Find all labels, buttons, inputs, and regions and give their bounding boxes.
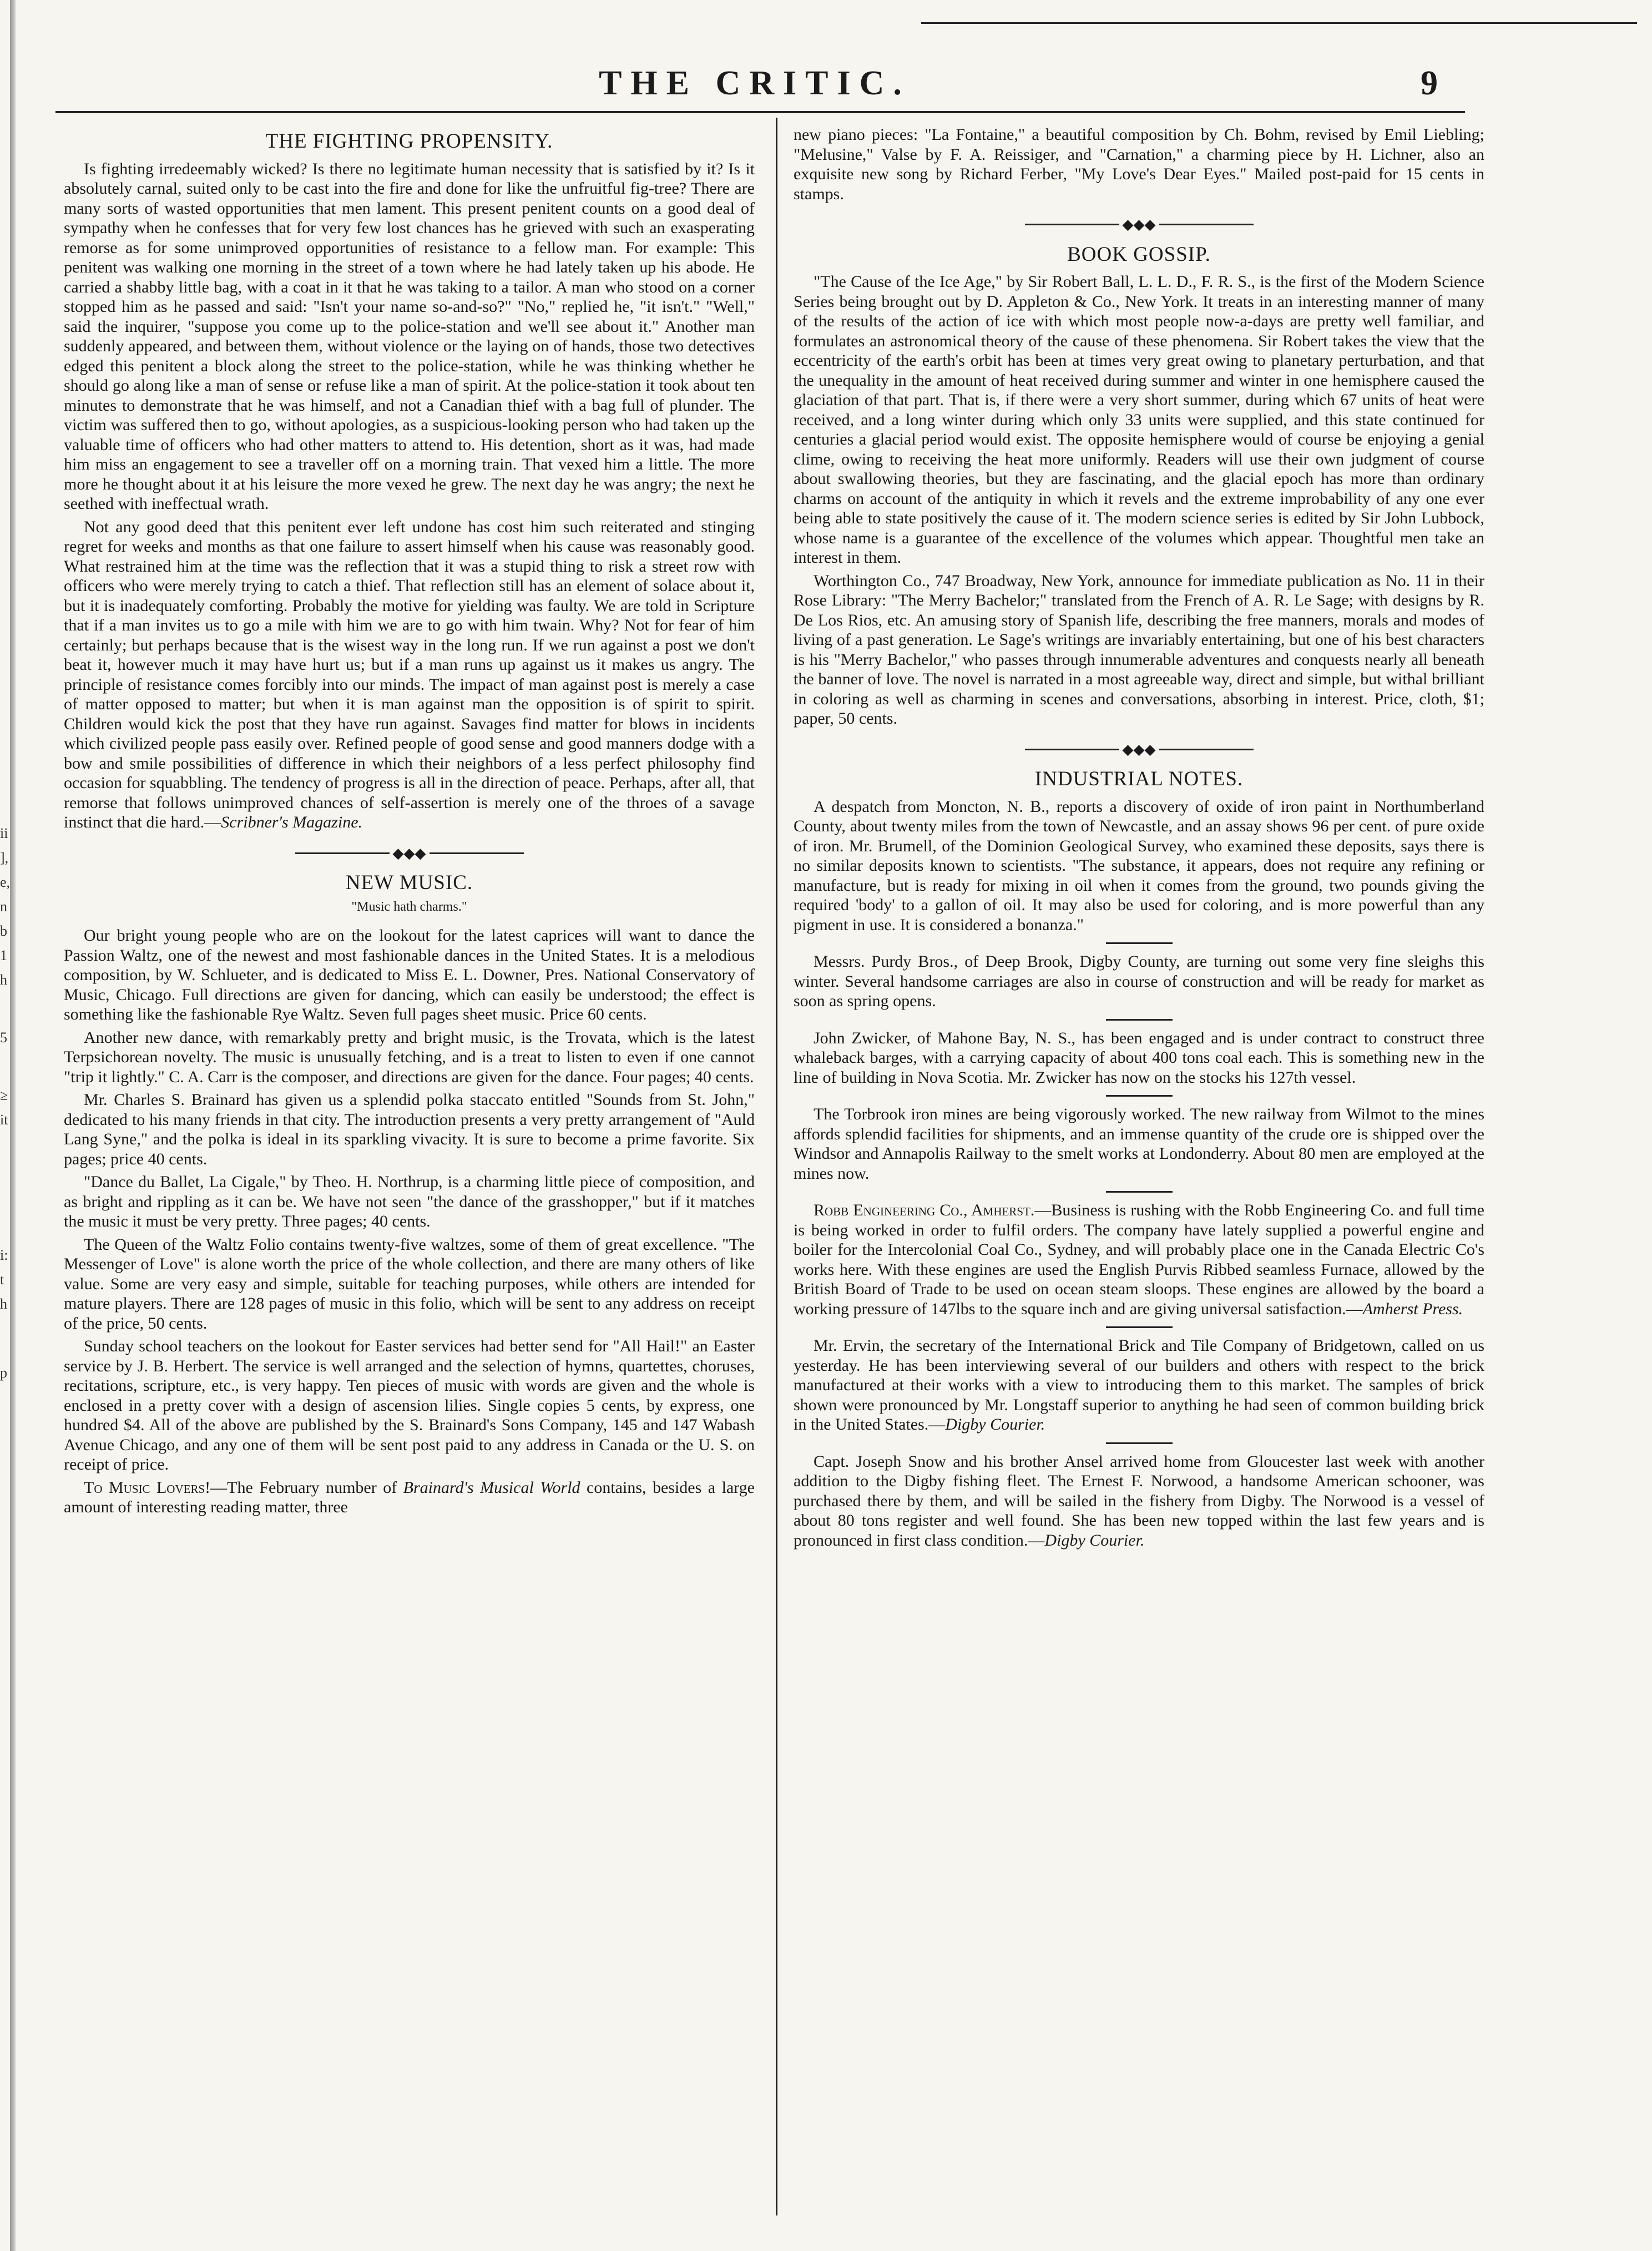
industrial-note	[794, 952, 1484, 1011]
paragraph-text: contains, besides a large amount of interesting reading matter, three	[64, 1478, 755, 1516]
note-separator	[1106, 942, 1173, 944]
article-paragraph: "Dance du Ballet, La Cigale," by Theo. H. Northrup, is a charming little piece of composition, and as bright and rippling as it can be. We have not seen "the dance of the grasshopper," but if it matches the music it must be very pretty. Three pages; 40 cents.	[64, 1173, 755, 1230]
article-paragraph: "The Cause of the Ice Age," by Sir Robert Ball, L. L. D., F. R. S., is the first of the Modern Science Series being brought out by D. Appleton & Co., New York. It treats in an interesting manner of many of the results of the action of ice with which most people now-a-days are pretty well familiar, and formulates an astronomical theory of the cause of these phenomena. Sir Robert takes the view that the eccentricity of the earth's orbit has been at times very great owing to planetary perturbation, and that the unequality in the amount of heat received during summer and winter in one hemisphere caused the glaciation of that part. That is, if there were a very short summer, during which 67 units of heat were received, and a long winter during which only 33 units were supplied, and this state continued for centuries a glacial period would exist. The opposite hemisphere would of course be enjoying a genial clime, owing to receiving the heat more uniformly. Readers will use their own judgment of course about swallowing theories, but they are fascinating, and the glacial epoch has more than ordinary charms on account of the antiquity in which it revels and the extreme improbability of any one ever being able to state positively the cause of it. The modern science series is edited by Sir John Lubbock, whose name is a guarantee of the excellence of the volumes which appear. Thoughtful men take an interest in them.	[794, 272, 1484, 567]
article-heading: NEW MUSIC.	[345, 871, 473, 894]
article-paragraph: Another new dance, with remarkably pretty and bright music, is the Trovata, which is the latest Terpsichorean novelty. The music is unusually fetching, and is a treat to listen to even if one cannot "trip it lightly." C. A. Carr is the composer, and directions are given for the dance. Four pages; 40 cents.	[64, 1028, 755, 1086]
source-credit: Digby Courier.	[1044, 1531, 1145, 1550]
column-divider	[776, 118, 777, 2215]
margin-marks	[0, 821, 44, 1385]
margin-mark: ≥	[0, 1087, 8, 1103]
source-credit: Scribner's Magazine.	[221, 813, 363, 831]
section-separator: ◆◆◆	[794, 215, 1484, 235]
note-separator	[1106, 1326, 1173, 1328]
left-column	[64, 125, 755, 2228]
masthead-title: THE CRITIC.	[599, 64, 911, 102]
source-credit: Digby Courier.	[945, 1415, 1045, 1434]
note-text: Messrs. Purdy Bros., of Deep Brook, Digby County, are turning out some very fine sleighs this winter. Several handsome carriages are also in course of construction and will be ready for market as soon as spring opens.	[794, 952, 1484, 1010]
article-paragraph	[64, 1478, 755, 1517]
margin-mark: e,	[0, 874, 11, 890]
industrial-note	[794, 1452, 1484, 1551]
note-text: Mr. Ervin, the secretary of the International Brick and Tile Company of Bridgetown, called on us yesterday. He has been interviewing several of our builders and others with respect to the brick manufactured at their works with a view to introducing them to this market. The samples of brick shown were pronounced by Mr. Longstaff superior to anything he had seen of common building brick in the United States.—	[794, 1336, 1484, 1434]
margin-mark: ii	[0, 825, 8, 841]
top-rule	[921, 22, 1637, 24]
margin-mark: it	[0, 1112, 8, 1128]
article-paragraph: The Queen of the Waltz Folio contains twenty-five waltzes, some of them of great excellence. "The Messenger of Love" is alone worth the price of the whole collection, and there are many others of like value. Some are very easy and simple, suitable for teaching purposes, while others are intended for mature players. There are 128 pages of music in this folio, which will be sent to any address on receipt of the price, 50 cents.	[64, 1235, 755, 1333]
note-text: —Business is rushing with the Robb Engineering Co. and full time is being worked in order to fulfil orders. The company have lately supplied a powerful engine and boiler for the Intercolonial Coal Co., Sydney, and will probably place one in the Canada Electric Co's works here. With these engines are used the English Purvis Ribbed seamless Furnace, allowed by the British Board of Trade to be used on ocean steam sloops. These engines are allowed by the board a working pressure of 147lbs to the square inch and are giving universal satisfaction.—	[794, 1201, 1484, 1318]
note-separator	[1106, 1191, 1173, 1193]
margin-mark: h	[0, 1296, 7, 1312]
industrial-note	[794, 1104, 1484, 1183]
margin-mark: p	[0, 1365, 7, 1381]
margin-mark: ],	[0, 850, 9, 866]
paragraph-text: —The February number of	[210, 1478, 403, 1497]
source-credit: Amherst Press.	[1362, 1299, 1463, 1318]
article-heading: INDUSTRIAL NOTES.	[1034, 768, 1244, 790]
article-heading: BOOK GOSSIP.	[1067, 243, 1211, 266]
note-text: The Torbrook iron mines are being vigorously worked. The new railway from Wilmot to the mines affords splendid facilities for shipments, and an immense quantity of the crude ore is shipped over the Windsor and Annapolis Railway to the smelt works at Londonderry. About 80 men are employed at the mines now.	[794, 1105, 1484, 1183]
industrial-note	[794, 1028, 1484, 1088]
margin-mark: h	[0, 972, 7, 988]
margin-mark: n	[0, 899, 7, 915]
publication-title: Brainard's Musical World	[403, 1478, 580, 1497]
masthead-rule	[55, 111, 1465, 113]
note-text: Capt. Joseph Snow and his brother Ansel arrived home from Gloucester last week with another addition to the Digby fishing fleet. The Ernest F. Norwood, a handsome American schooner, was purchased there by them, and will be sailed in the fishery from Digby. The Norwood is a vessel of about 80 tons register and well found. She has been new topped within the last few years and is pronounced in first class condition.—	[794, 1452, 1484, 1550]
article-heading: THE FIGHTING PROPENSITY.	[265, 130, 553, 153]
note-separator	[1106, 1442, 1173, 1444]
margin-mark: i:	[0, 1247, 8, 1263]
section-separator: ◆◆◆	[794, 740, 1484, 760]
section-separator: ◆◆◆	[64, 844, 755, 864]
margin-mark: 5	[0, 1029, 7, 1046]
article-continuation: new piano pieces: "La Fontaine," a beautiful composition by Ch. Bohm, revised by Emil Liebling; "Melusine," Valse by F. A. Reissiger, and "Carnation," a charming piece by H. Lichner, also an exquisite new song by Richard Ferber, "My Love's Dear Eyes." Mailed post-paid for 15 cents in stamps.	[794, 125, 1484, 203]
article-paragraph: Mr. Charles S. Brainard has given us a splendid polka staccato entitled "Sounds from St. John," dedicated to his many friends in that city. The introduction presents a very pretty arrangement of "Auld Lang Syne," and the polka is ideal in its sparkling vivacity. It is sure to become a prime favorite. Six pages; price 40 cents.	[64, 1091, 755, 1168]
right-column	[794, 125, 1484, 2228]
margin-mark: t	[0, 1271, 4, 1288]
paragraph-text: Not any good deed that this penitent ever left undone has cost him such reiterated and stinging regret for weeks and months as that one failure to assert himself when his cause was reasonably good. What restrained him at the time was the reflection that it was a stupid thing to risk a street row with officers who were merely trying to catch a thief. That reflection still has an element of solace about it, but it is inadequately comforting. Probably the motive for yielding was faulty. We are told in Scripture that if a man invites us to go a mile with him we are to go with him twain. Why? Not for fear of him certainly; but perhaps because that is the wisest way in the long run. If we run against a post we don't beat it, however much it may have hurt us; but if a man runs up against us it makes us angry. The principle of resistance comes forcibly into our minds. The impact of man against post is merely a case of matter opposed to matter; but when it is man against man the opposition is of spirit to spirit. Children would kick the post that they have run against. Savages find matter for blows in incidents which civilized people pass easily over. Refined people of good sense and good manners dodge with a bow and smile possibilities of difference in which their neighbors of a less perfect philosophy find occasion for squabbling. The tendency of progress is all in the direction of peace. Perhaps, after all, that remorse that follows unimproved chances of self-assertion is merely one of the throes of a savage instinct that die hard.—	[64, 517, 755, 831]
note-text: A despatch from Moncton, N. B., reports a discovery of oxide of iron paint in Northumberland County, about twenty miles from the town of Newcastle, and an assay shows 96 per cent. of pure oxide of iron. Mr. Brumell, of the Dominion Geological Survey, who examined these deposits, says there is no similar deposits known to scientists. "The substance, it appears, does not require any refining or manufacture, but is ready for mixing in oil when it comes from the ground, two pounds giving the required 'body' to a gallon of oil. It may also be used for coloring, and is more powerful than any pigment in use. It is considered a bonanza."	[794, 797, 1484, 934]
article-paragraph: Sunday school teachers on the lookout for Easter services had better send for "All Hail!" an Easter service by J. B. Herbert. The service is well arranged and the selection of hymns, quartettes, choruses, recitations, scripture, etc., is very happy. Ten pieces of music with words are given and the whole is enclosed in a pretty cover with a design of ascension lilies. Single copies 5 cents, by express, one hundred $4. All of the above are published by the S. Brainard's Sons Company, 145 and 147 Wabash Avenue Chicago, and any one of them will be sent post paid to any address in Canada or the U. S. on receipt of price.	[64, 1337, 755, 1473]
article-paragraph: Is fighting irredeemably wicked? Is there no legitimate human necessity that is satisfied by it? Is it absolutely carnal, suited only to be cast into the fire and done for like the unfruitful fig-tree? There are many sorts of wasted opportunities that men lament. This present penitent counts on a good deal of sympathy when he confesses that for very few lost chances has he grieved with such an exasperating remorse as for some unimproved opportunities of resistance to a fellow man. For example: This penitent was walking one morning in the street of a town where he had lately taken up his abode. He carried a shabby little bag, with a coat in it that he was taking to a tailor. A man who stood on a corner stopped him as he passed and said: "Isn't your name so-and-so?" "No," replied he, "it isn't." "Well," said the inquirer, "suppose you come up to the police-station and we'll see about it." Another man suddenly appeared, and between them, without violence or the laying on of hands, those two detectives edged this penitent a block along the street to the police-station, while he was thinking whether he should go along like a man of sense or refuse like a man of spirit. At the police-station it took about ten minutes to demonstrate that he was himself, and not a Canadian thief with a bag full of plunder. The victim was suffered then to go, without apologies, as a suspicious-looking person who had taken up the valuable time of officers who had other matters to attend to. His detention, short as it was, had made him miss an engagement to see a traveller off on a morning train. That vexed him a little. The more more he thought about it at his leisure the more vexed he grew. The next day he was angry; the next he seethed with ineffectual wrath.	[64, 159, 755, 513]
article-paragraph	[64, 517, 755, 832]
industrial-note	[794, 1336, 1484, 1435]
note-separator	[1106, 1019, 1173, 1021]
margin-mark: 1	[0, 947, 7, 963]
paragraph-lead: To Music Lovers!	[84, 1478, 211, 1497]
article-epigraph: "Music hath charms."	[351, 899, 467, 914]
margin-mark: b	[0, 923, 7, 939]
note-lead: Robb Engineering Co., Amherst.	[814, 1201, 1035, 1219]
industrial-note	[794, 1200, 1484, 1319]
article-paragraph: Our bright young people who are on the lookout for the latest caprices will want to dance the Passion Waltz, one of the newest and most fashionable dances in the United States. It is a melodious composition, by W. Schlueter, and is dedicated to Miss E. L. Downer, Pres. National Conservatory of Music, Chicago. Full directions are given for dancing, which can easily be understood; the effect is something like the fashionable Rye Waltz. Seven full pages sheet music. Price 60 cents.	[64, 926, 755, 1023]
note-text: John Zwicker, of Mahone Bay, N. S., has been engaged and is under contract to construct three whaleback barges, with a carrying capacity of about 400 tons coal each. This is something new in the line of building in Nova Scotia. Mr. Zwicker has now on the stocks his 127th vessel.	[794, 1028, 1484, 1087]
note-separator	[1106, 1095, 1173, 1097]
industrial-note	[794, 797, 1484, 935]
page-number: 9	[1421, 64, 1438, 102]
article-paragraph: Worthington Co., 747 Broadway, New York, announce for immediate publication as No. 11 in their Rose Library: "The Merry Bachelor;" translated from the French of A. R. Le Sage; with designs by R. De Los Rios, etc. An amusing story of Spanish life, describing the free manners, morals and modes of living of a past generation. Le Sage's writings are invariably entertaining, but one of his best characters is his "Merry Bachelor," who passes through innumerable adventures and conquests nearly all beneath the banner of love. The novel is narrated in a most agreeable way, direct and simple, but withal brilliant in coloring as well as charming in scenes and conversations, absorbing in interest. Price, cloth, $1; paper, 50 cents.	[794, 571, 1484, 728]
